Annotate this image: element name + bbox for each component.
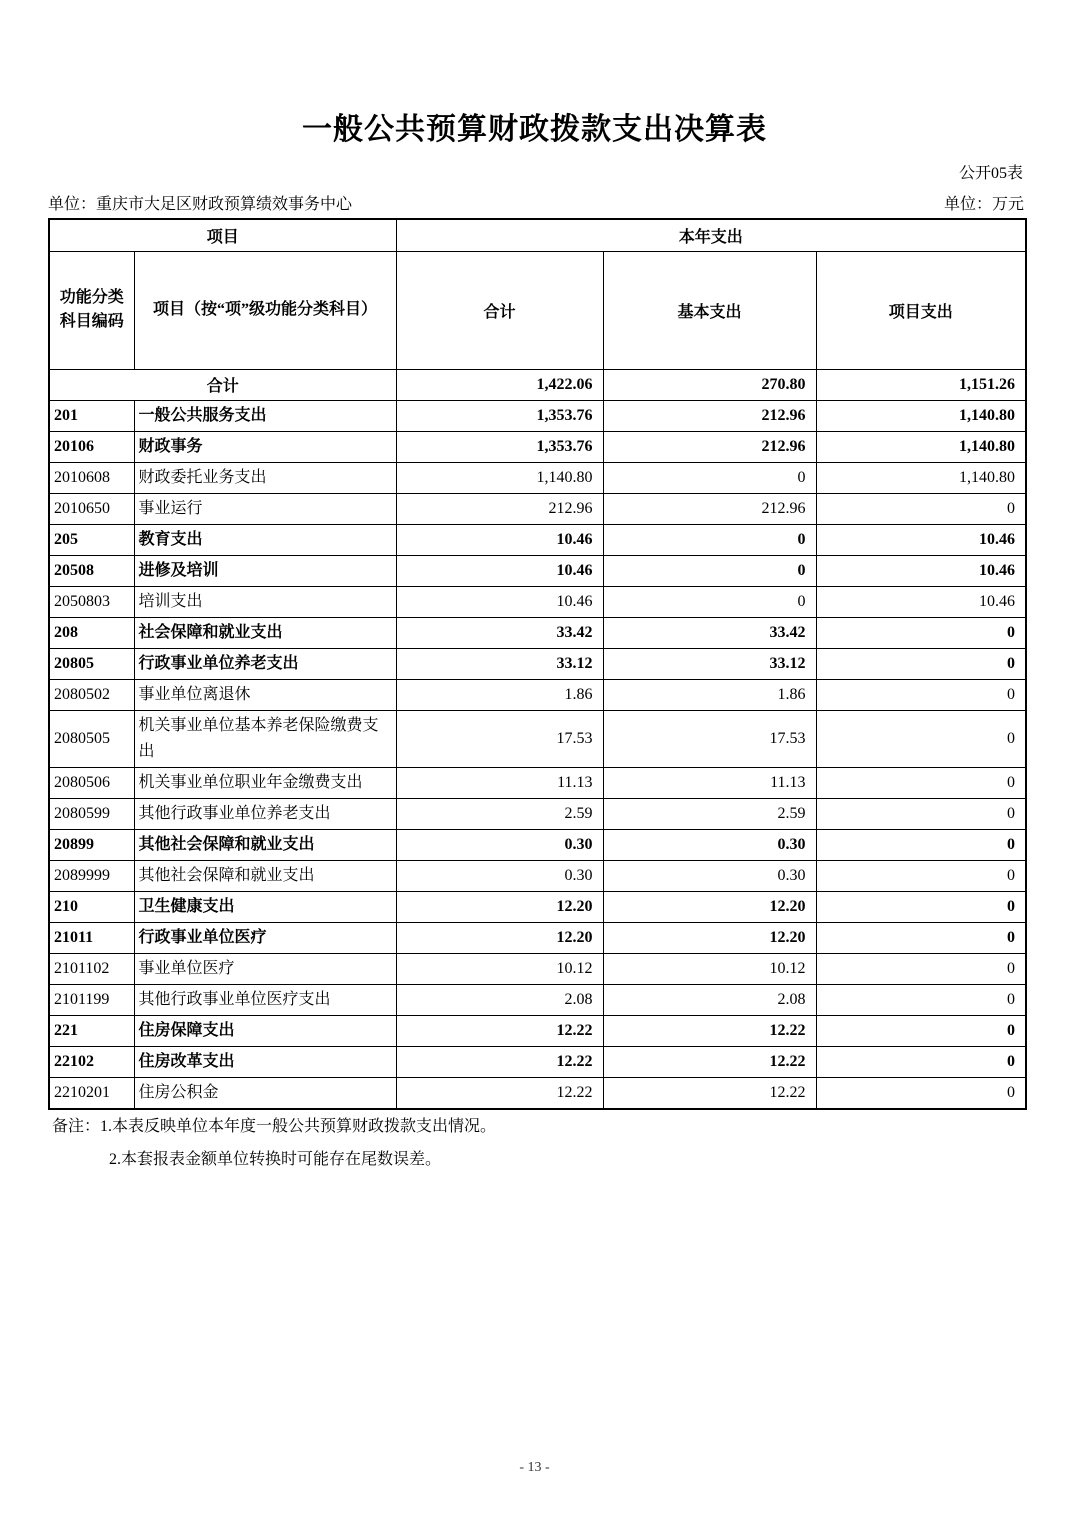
table-row [49,860,1026,891]
table-row [49,524,1026,555]
table-row [49,922,1026,953]
cell-total-amount: 12.22 [396,1046,603,1077]
cell-total-amount: 212.96 [396,493,603,524]
header-group-current-year: 本年支出 [396,219,1026,251]
cell-basic-amount: 212.96 [603,400,816,431]
cell-item-name: 财政事务 [134,431,396,462]
cell-project-amount: 0 [816,798,1026,829]
cell-item-name: 卫生健康支出 [134,891,396,922]
cell-basic-amount: 2.59 [603,798,816,829]
cell-total-amount: 1,353.76 [396,431,603,462]
cell-project-amount: 0 [816,617,1026,648]
cell-function-code: 20805 [49,648,134,679]
cell-basic-amount: 0 [603,555,816,586]
cell-total-amount: 33.12 [396,648,603,679]
table-row [49,679,1026,710]
cell-basic-amount: 12.22 [603,1015,816,1046]
cell-function-code: 2210201 [49,1077,134,1109]
cell-basic-amount: 12.22 [603,1077,816,1109]
cell-project-amount: 0 [816,493,1026,524]
unit-measure-label: 单位：万元 [943,196,1024,213]
cell-function-code: 2101102 [49,953,134,984]
cell-function-code: 2010650 [49,493,134,524]
cell-project-amount: 1,140.80 [816,431,1026,462]
cell-item-name: 一般公共服务支出 [134,400,396,431]
cell-item-name: 其他行政事业单位养老支出 [134,798,396,829]
table-row [49,400,1026,431]
cell-project-amount: 0 [816,922,1026,953]
cell-item-name: 机关事业单位职业年金缴费支出 [134,767,396,798]
cell-function-code: 201 [49,400,134,431]
cell-item-name: 事业单位离退休 [134,679,396,710]
table-row [49,1077,1026,1109]
cell-basic-amount: 2.08 [603,984,816,1015]
table-header [49,219,1026,369]
cell-total-amount: 17.53 [396,710,603,767]
cell-item-name: 机关事业单位基本养老保险缴费支出 [134,710,396,767]
cell-item-name: 其他行政事业单位医疗支出 [134,984,396,1015]
cell-basic-amount: 11.13 [603,767,816,798]
table-row [49,891,1026,922]
cell-function-code: 2050803 [49,586,134,617]
cell-item-name: 进修及培训 [134,555,396,586]
cell-basic-amount: 10.12 [603,953,816,984]
form-code-label: 公开05表 [958,165,1023,182]
cell-project-amount: 0 [816,1077,1026,1109]
cell-function-code: 20899 [49,829,134,860]
cell-project-amount: 0 [816,1015,1026,1046]
cell-basic-amount: 0.30 [603,860,816,891]
cell-project-amount: 0 [816,829,1026,860]
table-row [49,710,1026,767]
cell-total-amount: 1,353.76 [396,400,603,431]
cell-item-name: 住房保障支出 [134,1015,396,1046]
cell-basic-amount: 1.86 [603,679,816,710]
cell-total-amount: 11.13 [396,767,603,798]
cell-project-amount: 1,151.26 [816,369,1026,400]
cell-function-code: 2010608 [49,462,134,493]
cell-item-name: 住房公积金 [134,1077,396,1109]
cell-basic-amount: 0 [603,586,816,617]
unit-info-row [48,191,1024,214]
cell-project-amount: 0 [816,860,1026,891]
header-item-name: 项目（按“项”级功能分类科目） [134,251,396,369]
cell-project-amount: 0 [816,891,1026,922]
cell-total-amount: 12.22 [396,1015,603,1046]
header-group-item: 项目 [49,219,396,251]
cell-function-code: 22102 [49,1046,134,1077]
cell-function-code: 2080599 [49,798,134,829]
cell-project-amount: 0 [816,767,1026,798]
cell-item-name: 其他社会保障和就业支出 [134,860,396,891]
header-group-row [49,219,1026,251]
cell-item-name: 行政事业单位养老支出 [134,648,396,679]
cell-basic-amount: 33.12 [603,648,816,679]
expenditure-table [48,218,1027,1110]
cell-function-code: 221 [49,1015,134,1046]
cell-item-name: 事业单位医疗 [134,953,396,984]
cell-function-code: 20508 [49,555,134,586]
table-row [49,493,1026,524]
cell-item-name: 财政委托业务支出 [134,462,396,493]
cell-basic-amount: 17.53 [603,710,816,767]
table-body [49,369,1026,1109]
cell-total-amount: 1,140.80 [396,462,603,493]
cell-total-amount: 0.30 [396,860,603,891]
cell-item-name: 社会保障和就业支出 [134,617,396,648]
cell-basic-amount: 0.30 [603,829,816,860]
cell-item-name: 其他社会保障和就业支出 [134,829,396,860]
cell-project-amount: 0 [816,710,1026,767]
cell-project-amount: 0 [816,648,1026,679]
cell-function-code: 2089999 [49,860,134,891]
cell-total-amount: 12.22 [396,1077,603,1109]
header-total: 合计 [396,251,603,369]
cell-project-amount: 10.46 [816,524,1026,555]
cell-item-name: 事业运行 [134,493,396,524]
cell-total-amount: 0.30 [396,829,603,860]
cell-item-name: 行政事业单位医疗 [134,922,396,953]
cell-basic-amount: 270.80 [603,369,816,400]
cell-total-amount: 12.20 [396,922,603,953]
table-row [49,1046,1026,1077]
cell-project-amount: 0 [816,984,1026,1015]
cell-project-amount: 10.46 [816,586,1026,617]
cell-project-amount: 10.46 [816,555,1026,586]
cell-project-amount: 0 [816,1046,1026,1077]
cell-project-amount: 0 [816,679,1026,710]
cell-function-code: 20106 [49,431,134,462]
header-function-code: 功能分类科目编码 [49,251,134,369]
cell-project-amount: 0 [816,953,1026,984]
table-row [49,1015,1026,1046]
cell-basic-amount: 33.42 [603,617,816,648]
note-line: 2.本套报表金额单位转换时可能存在尾数误差。 [109,1151,442,1168]
header-project-expenditure: 项目支出 [816,251,1026,369]
cell-total-amount: 10.46 [396,555,603,586]
table-row [49,798,1026,829]
header-columns-row [49,251,1026,369]
table-row [49,648,1026,679]
page-number: - 13 - [519,1460,550,1475]
cell-basic-amount: 212.96 [603,493,816,524]
cell-item-total-label: 合计 [49,369,396,400]
table-row [49,984,1026,1015]
footnotes [52,1110,496,1176]
cell-function-code: 210 [49,891,134,922]
cell-item-name: 培训支出 [134,586,396,617]
cell-basic-amount: 212.96 [603,431,816,462]
cell-basic-amount: 0 [603,524,816,555]
cell-function-code: 2080502 [49,679,134,710]
cell-function-code: 208 [49,617,134,648]
cell-function-code: 2101199 [49,984,134,1015]
cell-function-code: 2080506 [49,767,134,798]
table-row [49,555,1026,586]
table-row [49,617,1026,648]
table-row [49,953,1026,984]
cell-function-code: 205 [49,524,134,555]
cell-total-amount: 2.59 [396,798,603,829]
table-row [49,431,1026,462]
table-row [49,462,1026,493]
cell-basic-amount: 12.20 [603,922,816,953]
table-row [49,829,1026,860]
cell-function-code: 2080505 [49,710,134,767]
table-row [49,767,1026,798]
header-basic-expenditure: 基本支出 [603,251,816,369]
cell-total-amount: 1,422.06 [396,369,603,400]
cell-basic-amount: 12.22 [603,1046,816,1077]
cell-project-amount: 1,140.80 [816,400,1026,431]
cell-total-amount: 2.08 [396,984,603,1015]
cell-total-amount: 10.12 [396,953,603,984]
cell-project-amount: 1,140.80 [816,462,1026,493]
cell-function-code: 21011 [49,922,134,953]
page-title: 一般公共预算财政拨款支出决算表 [302,113,767,146]
cell-total-amount: 1.86 [396,679,603,710]
cell-item-name: 住房改革支出 [134,1046,396,1077]
unit-name-label: 单位：重庆市大足区财政预算绩效事务中心 [48,196,353,213]
cell-total-amount: 10.46 [396,524,603,555]
cell-item-name: 教育支出 [134,524,396,555]
cell-total-amount: 12.20 [396,891,603,922]
cell-basic-amount: 12.20 [603,891,816,922]
table-row [49,369,1026,400]
cell-total-amount: 33.42 [396,617,603,648]
cell-basic-amount: 0 [603,462,816,493]
cell-total-amount: 10.46 [396,586,603,617]
note-line: 备注：1.本表反映单位本年度一般公共预算财政拨款支出情况。 [52,1118,497,1135]
table-row [49,586,1026,617]
